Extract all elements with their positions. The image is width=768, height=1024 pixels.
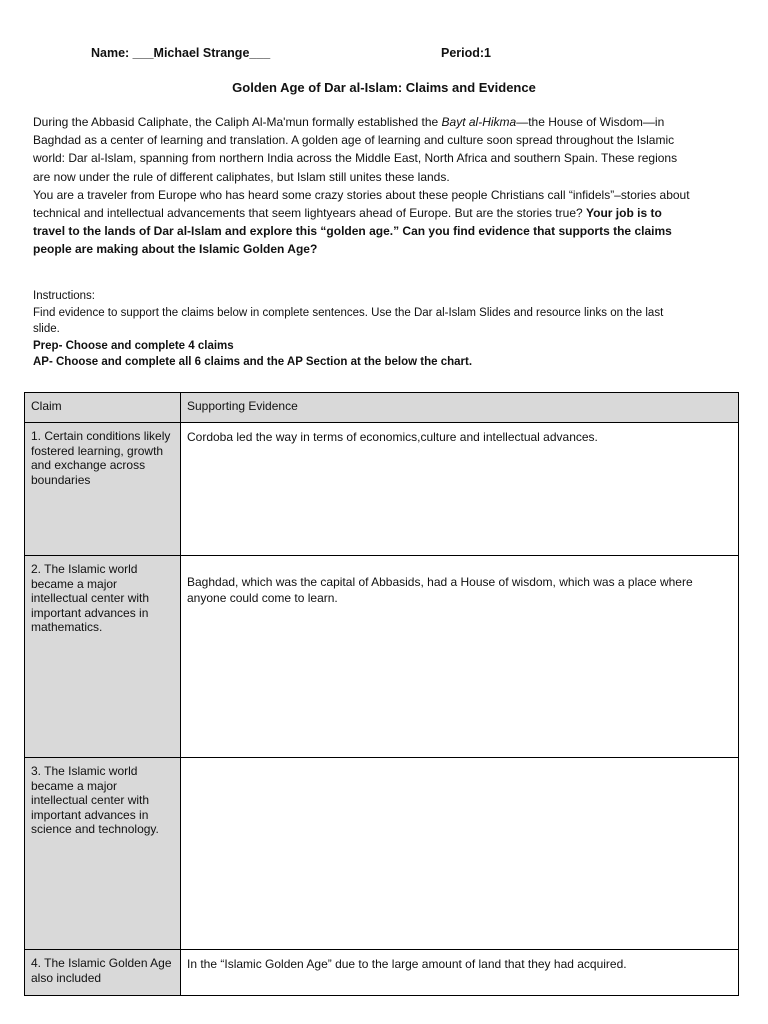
student-name: Name: ___Michael Strange___ — [91, 46, 271, 60]
table-row — [25, 556, 739, 758]
instructions-heading: Instructions: — [33, 290, 95, 302]
intro-p1-start: During the Abbasid Caliphate, the Caliph Al-Ma'mun formally established the — [33, 115, 442, 129]
column-header-claim: Claim — [25, 393, 181, 423]
intro-text — [33, 113, 693, 259]
claims-table — [24, 392, 739, 996]
intro-p2-normal: You are a traveler from Europe who has heard some crazy stories about these people Christians call “infidels”–stories about technical and intellectual advancements that seem lightyears ahead of Europe. But are the stories true? — [33, 187, 690, 221]
worksheet-title: Golden Age of Dar al-Islam: Claims and Evidence — [232, 80, 536, 95]
column-header-evidence: Supporting Evidence — [181, 393, 739, 423]
table-row — [25, 423, 739, 556]
claim-cell: 3. The Islamic world became a major intellectual center with important advances in science and technology. — [25, 758, 181, 950]
evidence-cell[interactable]: Cordoba led the way in terms of economics,culture and intellectual advances. — [181, 423, 739, 556]
instructions-ap: AP- Choose and complete all 6 claims and the AP Section at the below the chart. — [33, 356, 473, 369]
intro-paragraph-2 — [33, 186, 693, 259]
intro-paragraph-1 — [33, 113, 693, 186]
instructions-block — [33, 288, 693, 371]
class-period: Period:1 — [441, 46, 492, 60]
instructions-prep: Prep- Choose and complete 4 claims — [33, 339, 234, 352]
evidence-cell[interactable] — [181, 758, 739, 950]
claim-cell: 2. The Islamic world became a major intellectual center with important advances in mathematics. — [25, 556, 181, 758]
claim-cell: 4. The Islamic Golden Age also included — [25, 950, 181, 996]
table-header-row — [25, 393, 739, 423]
intro-p1-end: —the House of Wisdom—in Baghdad as a center of learning and translation. A golden age of learning and culture soon spread throughout the Islamic world: Dar al-Islam, spanning from northern India across the Middle East, North Africa and southern Spain. These regions are now under the rule of different caliphates, but Islam still unites these lands. — [33, 115, 678, 184]
claim-cell: 1. Certain conditions likely fostered learning, growth and exchange across boundaries — [25, 423, 181, 556]
intro-p2-bold: Your job is to travel to the lands of Dar al-Islam and explore this “golden age.” Can you find evidence that supports the claims people are making about the Islamic Golden Age? — [33, 206, 672, 257]
intro-p1-italic: Bayt al-Hikma — [441, 115, 517, 129]
instructions-body: Find evidence to support the claims below in complete sentences. Use the Dar al-Islam Slides and resource links on the last slide. — [33, 306, 664, 336]
evidence-cell[interactable]: In the “Islamic Golden Age” due to the large amount of land that they had acquired. — [181, 950, 739, 996]
evidence-cell[interactable]: Baghdad, which was the capital of Abbasids, had a House of wisdom, which was a place where anyone could come to learn. — [181, 556, 739, 758]
table-row — [25, 950, 739, 996]
table-row — [25, 758, 739, 950]
